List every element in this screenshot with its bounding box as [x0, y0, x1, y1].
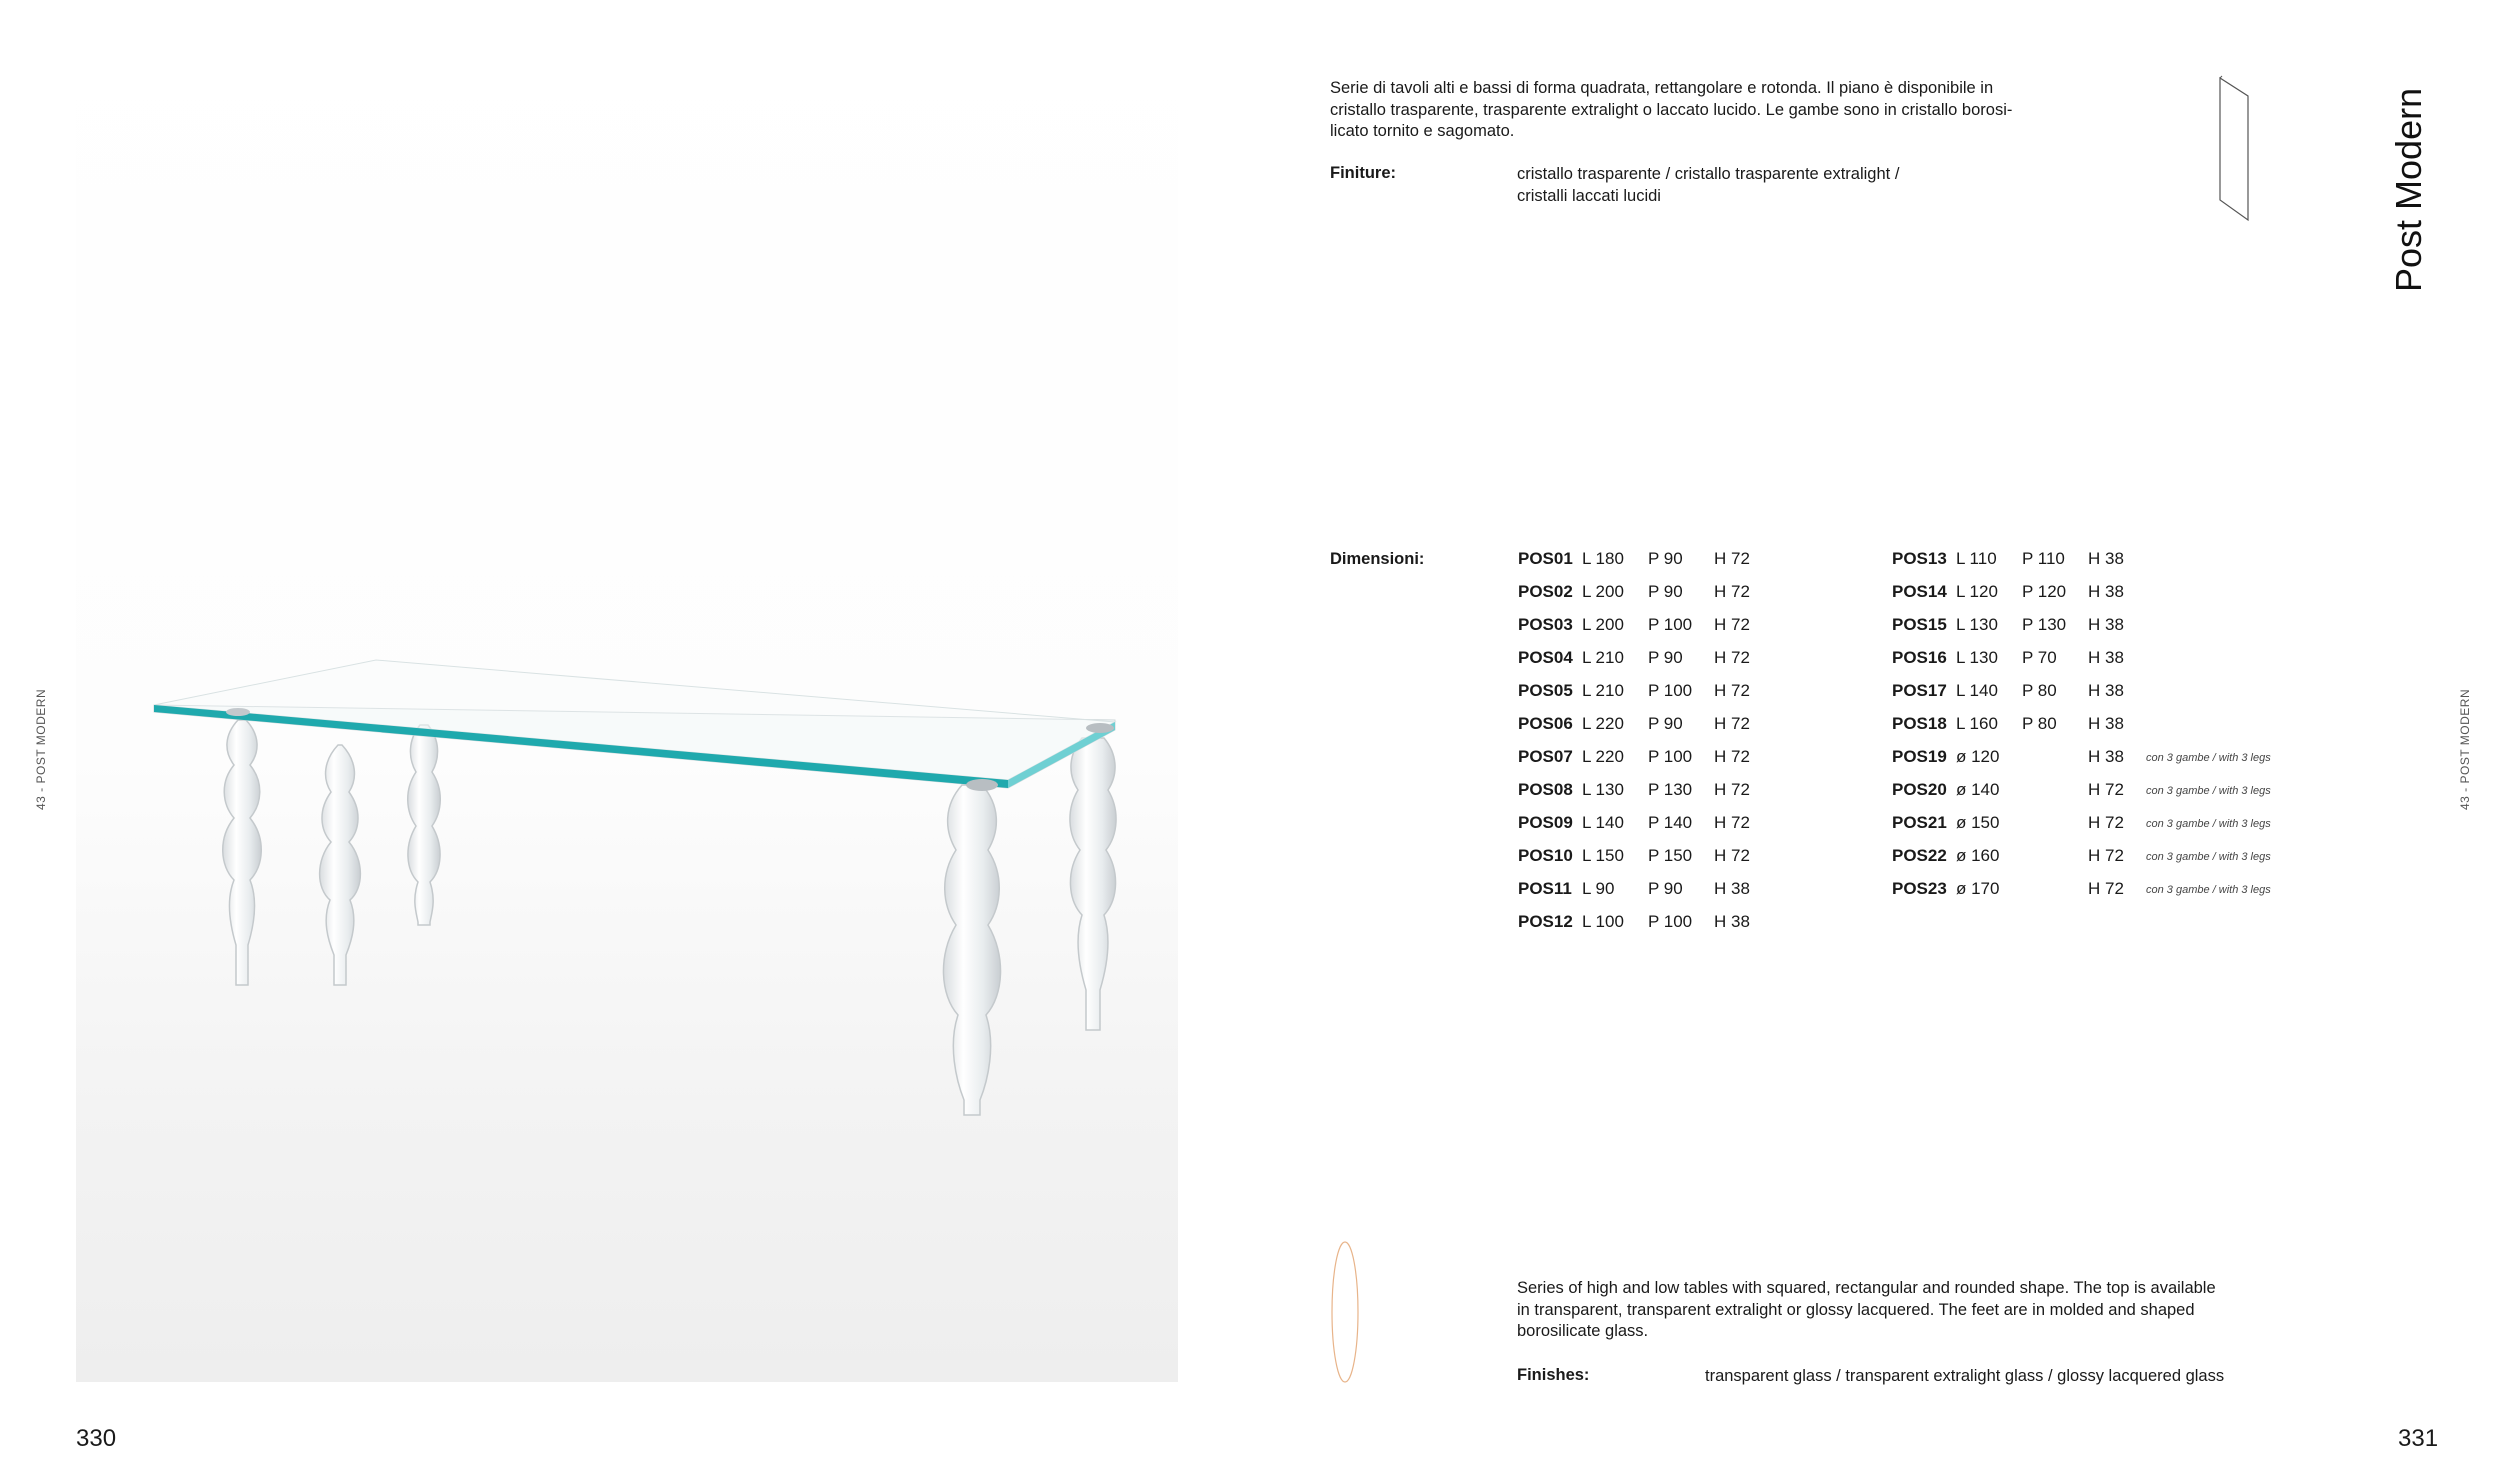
dimension-length: L 130: [1956, 648, 1998, 667]
dimension-length: L 210: [1582, 648, 1624, 667]
dimension-depth: P 130: [2022, 615, 2067, 634]
table-leg: [320, 745, 361, 985]
dimension-height: H 38: [2088, 549, 2124, 568]
dimension-code: POS21: [1892, 813, 1947, 832]
dimension-length: L 130: [1582, 780, 1624, 799]
dimension-code: POS02: [1518, 582, 1573, 601]
dimension-height: H 72: [2088, 879, 2124, 898]
right-side-label: 43 - POST MODERN: [2458, 688, 2472, 810]
leg-cap: [1086, 723, 1114, 733]
dimension-length: ø 160: [1956, 846, 2000, 865]
finishes-value: transparent glass / transparent extralight glass / glossy lacquered glass: [1705, 1367, 2225, 1385]
finiture-line: cristalli laccati lucidi: [1517, 186, 1661, 205]
description-line: Serie di tavoli alti e bassi di forma quadrata, rettangolare e rotonda. Il piano è disponibile in: [1330, 79, 1994, 97]
table-leg: [408, 725, 441, 925]
dimension-height: H 38: [2088, 615, 2124, 634]
dimension-code: POS06: [1518, 714, 1573, 733]
dimension-depth: P 70: [2022, 648, 2057, 667]
dimension-height: H 72: [1714, 615, 1750, 634]
dimension-code: POS13: [1892, 549, 1947, 568]
dimension-code: POS01: [1518, 549, 1573, 568]
dimension-depth: P 100: [1648, 681, 1693, 700]
dimension-length: L 200: [1582, 615, 1624, 634]
dimension-height: H 72: [2088, 813, 2124, 832]
dimension-code: POS04: [1518, 648, 1573, 667]
dimension-height: H 38: [2088, 714, 2124, 733]
dimension-depth: P 120: [2022, 582, 2067, 601]
dimension-length: ø 170: [1956, 879, 2000, 898]
dimension-code: POS11: [1518, 879, 1572, 898]
dimension-code: POS09: [1518, 813, 1573, 832]
dimension-code: POS19: [1892, 747, 1947, 766]
dimension-height: H 38: [1714, 879, 1750, 898]
dimension-length: L 160: [1956, 714, 1998, 733]
dimension-length: ø 140: [1956, 780, 2000, 799]
dimension-code: POS15: [1892, 615, 1947, 634]
product-photo: [76, 0, 1178, 1382]
dimension-code: POS20: [1892, 780, 1947, 799]
leg-cap: [966, 779, 998, 791]
dimension-depth: P 90: [1648, 879, 1683, 898]
oval-outline-icon: [1330, 1240, 1360, 1385]
dimension-code: POS03: [1518, 615, 1573, 634]
dimension-length: L 150: [1582, 846, 1624, 865]
left-side-label: 43 - POST MODERN: [34, 688, 48, 810]
dimension-length: L 110: [1956, 549, 1997, 568]
left-page-number: 330: [76, 1425, 117, 1452]
dimension-length: L 130: [1956, 615, 1998, 634]
dimension-depth: P 90: [1648, 648, 1683, 667]
dimension-depth: P 100: [1648, 747, 1693, 766]
description-line: in transparent, transparent extralight or glossy lacquered. The feet are in molded and shaped: [1517, 1300, 2195, 1319]
dimension-code: POS14: [1892, 582, 1947, 601]
dimension-height: H 72: [1714, 714, 1750, 733]
description-line: borosilicate glass.: [1517, 1322, 1649, 1340]
dimension-length: L 140: [1582, 813, 1624, 832]
dimension-length: L 100: [1582, 912, 1624, 931]
dimension-length: L 90: [1582, 879, 1615, 898]
description-line: Series of high and low tables with squared, rectangular and rounded shape. The top is available: [1517, 1279, 2216, 1297]
dimension-height: H 72: [1714, 780, 1750, 799]
dimension-code: POS08: [1518, 780, 1573, 799]
dimension-depth: P 100: [1648, 912, 1693, 931]
dimension-height: H 38: [2088, 582, 2124, 601]
dimension-height: H 72: [1714, 813, 1750, 832]
finiture-value: [1517, 164, 2017, 207]
dimension-code: POS07: [1518, 747, 1573, 766]
dimensioni-label: Dimensioni:: [1330, 550, 1425, 568]
dimension-depth: P 90: [1648, 714, 1683, 733]
dimension-height: H 72: [1714, 582, 1750, 601]
dimension-height: H 72: [1714, 681, 1750, 700]
dimension-note: con 3 gambe / with 3 legs: [2146, 785, 2271, 797]
dimension-height: H 72: [2088, 846, 2124, 865]
dimension-code: POS17: [1892, 681, 1947, 700]
dimension-depth: P 90: [1648, 549, 1683, 568]
dimension-note: con 3 gambe / with 3 legs: [2146, 752, 2271, 764]
table-leg: [1070, 738, 1116, 1030]
dimension-length: L 220: [1582, 714, 1624, 733]
right-page-number: 331: [2398, 1425, 2439, 1452]
dimension-height: H 72: [1714, 747, 1750, 766]
finiture-line: cristallo trasparente / cristallo trasparente extralight /: [1517, 165, 1900, 183]
dimension-depth: P 80: [2022, 681, 2057, 700]
description-line: cristallo trasparente, trasparente extralight o laccato lucido. Le gambe sono in cristallo borosi-: [1330, 100, 2013, 119]
leg-cap: [226, 708, 250, 716]
dimension-code: POS16: [1892, 648, 1947, 667]
description-line: licato tornito e sagomato.: [1330, 122, 1515, 140]
finishes-label: Finishes:: [1517, 1366, 1590, 1384]
dimension-code: POS10: [1518, 846, 1573, 865]
dimension-length: L 120: [1956, 582, 1998, 601]
dimension-depth: P 140: [1648, 813, 1693, 832]
dimension-height: H 38: [1714, 912, 1750, 931]
finiture-label: Finiture:: [1330, 164, 1396, 182]
dimension-depth: P 150: [1648, 846, 1693, 865]
description-english: [1517, 1278, 2257, 1343]
dimension-note: con 3 gambe / with 3 legs: [2146, 818, 2271, 830]
table-outline-icon: [2210, 74, 2254, 224]
dimension-height: H 38: [2088, 681, 2124, 700]
dimension-code: POS12: [1518, 912, 1573, 931]
dimension-depth: P 130: [1648, 780, 1693, 799]
dimension-length: L 140: [1956, 681, 1998, 700]
dimension-depth: P 80: [2022, 714, 2057, 733]
dimension-height: H 72: [1714, 846, 1750, 865]
table-leg: [943, 785, 1000, 1115]
page-title: Post Modern: [2388, 87, 2429, 292]
dimension-code: POS18: [1892, 714, 1947, 733]
dimension-height: H 38: [2088, 747, 2124, 766]
dimension-note: con 3 gambe / with 3 legs: [2146, 851, 2271, 863]
dimension-depth: P 100: [1648, 615, 1693, 634]
dimension-code: POS23: [1892, 879, 1947, 898]
dimension-height: H 72: [1714, 648, 1750, 667]
dimension-code: POS22: [1892, 846, 1947, 865]
dimension-height: H 72: [1714, 549, 1750, 568]
dimension-length: L 210: [1582, 681, 1624, 700]
glass-table-illustration: [76, 0, 1178, 1382]
dimension-length: ø 150: [1956, 813, 2000, 832]
dimension-height: H 72: [2088, 780, 2124, 799]
dimension-length: L 200: [1582, 582, 1624, 601]
description-italian: [1330, 78, 2090, 143]
dimension-depth: P 110: [2022, 549, 2065, 568]
dimension-length: L 220: [1582, 747, 1624, 766]
dimension-length: L 180: [1582, 549, 1624, 568]
dimension-note: con 3 gambe / with 3 legs: [2146, 884, 2271, 896]
dimension-depth: P 90: [1648, 582, 1683, 601]
dimension-height: H 38: [2088, 648, 2124, 667]
dimension-code: POS05: [1518, 681, 1573, 700]
dimension-length: ø 120: [1956, 747, 2000, 766]
